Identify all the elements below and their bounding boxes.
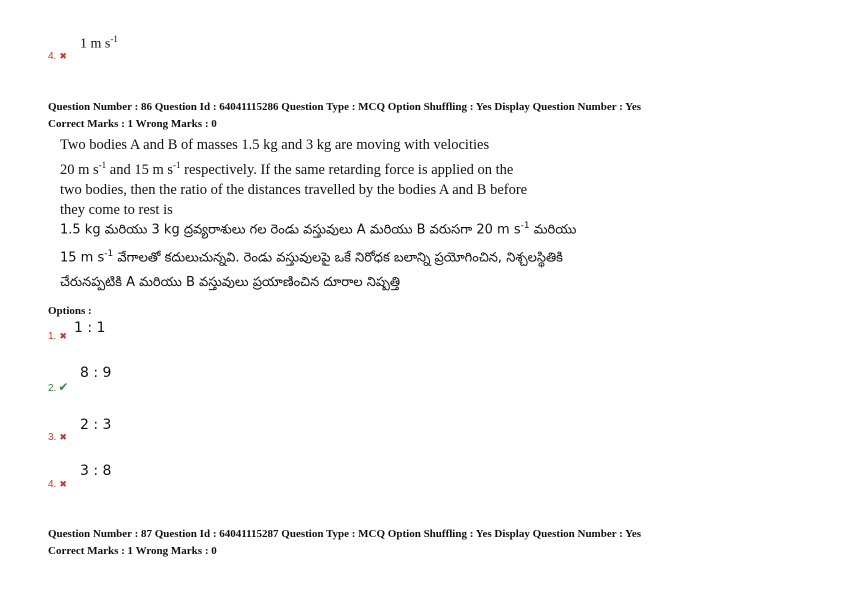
option-number: 3. bbox=[48, 432, 57, 443]
wrong-mark-icon: ✖ bbox=[59, 433, 67, 443]
option-number: 4. bbox=[48, 479, 57, 490]
option-1 bbox=[48, 326, 67, 344]
question-meta-line: Question Number : 87 Question Id : 64041115287 Question Type : MCQ Option Shuffling : Yes Display Question Number : Yes bbox=[48, 528, 642, 540]
option-number: 2. bbox=[48, 383, 57, 394]
prev-option-4 bbox=[48, 46, 67, 64]
option-4 bbox=[48, 474, 67, 492]
option-number: 4. bbox=[48, 51, 57, 62]
question-86-english: Two bodies A and B of masses 1.5 kg and 3 kg are moving with velocities 20 m $s^{-1}$ and 15 m $s^{-1}$ respectively. If the same retarding force is applied on the two bodies, then the ratio of the distances travelled by the bodies A and B before they come to rest is bbox=[60, 137, 528, 218]
correct-check-icon: ✔ bbox=[58, 380, 69, 394]
option-2-text: 8 : 9 bbox=[80, 365, 112, 381]
option-1-text: 1 : 1 bbox=[74, 320, 106, 336]
options-label: Options : bbox=[48, 305, 92, 317]
option-2 bbox=[48, 378, 68, 396]
marks-line: Correct Marks : 1 Wrong Marks : 0 bbox=[48, 118, 217, 130]
marks-line: Correct Marks : 1 Wrong Marks : 0 bbox=[48, 545, 217, 557]
wrong-mark-icon: ✖ bbox=[59, 52, 67, 62]
question-86-meta bbox=[48, 99, 641, 133]
wrong-mark-icon: ✖ bbox=[59, 332, 67, 342]
prev-option-4-text: 1 m $s^{-1}$ bbox=[80, 34, 118, 52]
wrong-mark-icon: ✖ bbox=[59, 480, 67, 490]
option-number: 1. bbox=[48, 331, 57, 342]
option-3 bbox=[48, 427, 67, 445]
option-3-text: 2 : 3 bbox=[80, 417, 112, 433]
question-meta-line: Question Number : 86 Question Id : 64041115286 Question Type : MCQ Option Shuffling : Yes Display Question Number : Yes bbox=[48, 101, 642, 113]
question-86-telugu: 1.5 kg మరియు 3 kg ద్రవ్యరాశులు గల రెండు వస్తువులు A మరియు B వరుసగా 20 m $s^{-1}$ మరియు 15 m $s^{-1}$ వేగాలతో కదులుచున్నవి. రెండు వస్తువులపై ఒకే నిరోధక బలాన్ని ప్రయోగించిన, నిశ్చలస్థితికి చేరునప్పటికి A మరియు B వస్తువులు ప్రయాణించిన దూరాల నిష్పత్తి bbox=[60, 221, 577, 290]
question-87-meta bbox=[48, 526, 641, 560]
option-4-text: 3 : 8 bbox=[80, 463, 112, 479]
